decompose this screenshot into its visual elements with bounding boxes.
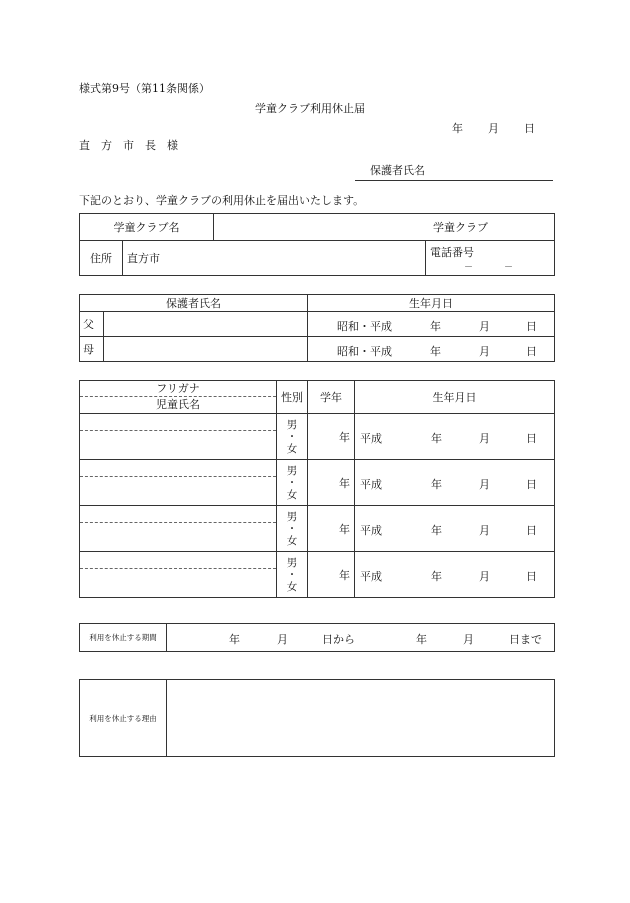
year-label: 年 [431, 570, 442, 583]
child-birthdate-field[interactable] [355, 552, 555, 598]
month-label: 月 [479, 524, 490, 537]
guardian-row [80, 337, 555, 362]
grade-field[interactable]: 年 [308, 552, 355, 598]
month-label: 月 [479, 432, 490, 445]
guardian-birth-header: 生年月日 [308, 295, 555, 312]
gender-female[interactable]: 女 [286, 488, 298, 501]
gender-separator: ・ [286, 430, 298, 443]
year-label: 年 [431, 478, 442, 491]
from-year-label: 年 [229, 633, 240, 646]
era-label: 平成 [360, 524, 382, 537]
year-label: 年 [430, 320, 441, 333]
day-label: 日 [526, 432, 537, 445]
to-month-label: 月 [463, 633, 474, 646]
child-name-header [80, 381, 277, 414]
guardian-birthdate-field[interactable] [308, 337, 555, 362]
gender-field[interactable] [277, 506, 308, 552]
from-month-label: 月 [277, 633, 288, 646]
grade-field[interactable]: 年 [308, 460, 355, 506]
gender-field[interactable] [277, 414, 308, 460]
month-label: 月 [479, 478, 490, 491]
day-label: 日 [526, 345, 537, 358]
year-label: 年 [431, 432, 442, 445]
day-label: 日 [526, 570, 537, 583]
period-label: 利用を休止する期間 [80, 624, 167, 652]
child-birthdate-field[interactable] [355, 414, 555, 460]
to-year-label: 年 [416, 633, 427, 646]
guardian-name-field[interactable] [104, 337, 308, 362]
period-table [79, 623, 555, 652]
child-name-field[interactable] [80, 552, 277, 598]
gender-field[interactable] [277, 552, 308, 598]
gender-field[interactable] [277, 460, 308, 506]
reason-table [79, 679, 555, 757]
gender-separator: ・ [286, 568, 298, 581]
phone-separator: － [464, 263, 474, 273]
guardian-row [80, 312, 555, 337]
furigana-header: フリガナ [80, 381, 276, 397]
phone-separator: － [504, 263, 514, 273]
to-day-label: 日まで [509, 633, 542, 646]
year-label: 年 [430, 345, 441, 358]
day-label: 日 [526, 320, 537, 333]
child-birth-header: 生年月日 [355, 381, 555, 414]
gender-male[interactable]: 男 [286, 418, 298, 431]
child-birthdate-field[interactable] [355, 460, 555, 506]
child-row [80, 414, 555, 460]
furigana-field[interactable] [80, 414, 276, 431]
gender-separator: ・ [286, 522, 298, 535]
club-name-label: 学童クラブ名 [80, 214, 214, 241]
address-label: 住所 [80, 241, 123, 276]
guardian-birthdate-field[interactable] [308, 312, 555, 337]
child-name-header-label: 児童氏名 [156, 398, 200, 411]
addressee: 直 方 市 長 様 [79, 139, 178, 152]
furigana-field[interactable] [80, 506, 276, 523]
day-label: 日 [526, 478, 537, 491]
era-label: 昭和・平成 [337, 345, 392, 358]
date-day: 日 [524, 122, 535, 135]
furigana-field[interactable] [80, 460, 276, 477]
child-name-field[interactable] [80, 414, 277, 460]
address-field[interactable]: 直方市 [123, 241, 426, 276]
relation-father: 父 [80, 312, 104, 337]
club-name-field[interactable]: 学童クラブ [214, 214, 555, 241]
guardians-table [79, 294, 555, 362]
grade-field[interactable]: 年 [308, 506, 355, 552]
era-label: 平成 [360, 478, 382, 491]
month-label: 月 [479, 345, 490, 358]
gender-male[interactable]: 男 [286, 556, 298, 569]
intro-text: 下記のとおり、学童クラブの利用休止を届出いたします。 [79, 194, 365, 207]
children-table [79, 380, 555, 598]
gender-male[interactable]: 男 [286, 464, 298, 477]
furigana-field[interactable] [80, 552, 276, 569]
guardian-name-field[interactable] [104, 312, 308, 337]
guardian-name-header: 保護者氏名 [80, 295, 308, 312]
gender-female[interactable]: 女 [286, 580, 298, 593]
month-label: 月 [479, 320, 490, 333]
relation-mother: 母 [80, 337, 104, 362]
phone-field[interactable] [426, 241, 555, 276]
child-birthdate-field[interactable] [355, 506, 555, 552]
grade-field[interactable]: 年 [308, 414, 355, 460]
form-number: 様式第9号（第11条関係） [79, 82, 210, 95]
date-month: 月 [488, 122, 499, 135]
child-name-field[interactable] [80, 460, 277, 506]
phone-label: 電話番号 [430, 246, 474, 259]
era-label: 平成 [360, 432, 382, 445]
era-label: 平成 [360, 570, 382, 583]
child-row [80, 552, 555, 598]
gender-female[interactable]: 女 [286, 534, 298, 547]
gender-female[interactable]: 女 [286, 442, 298, 455]
guardian-signature-line[interactable] [355, 180, 553, 181]
form-title: 学童クラブ利用休止届 [255, 102, 365, 115]
day-label: 日 [526, 524, 537, 537]
reason-label: 利用を休止する理由 [80, 680, 167, 757]
year-label: 年 [431, 524, 442, 537]
date-year: 年 [452, 122, 463, 135]
child-name-field[interactable] [80, 506, 277, 552]
child-row [80, 460, 555, 506]
grade-header: 学年 [308, 381, 355, 414]
month-label: 月 [479, 570, 490, 583]
period-field[interactable] [167, 624, 555, 652]
reason-field[interactable] [167, 680, 555, 757]
from-day-label: 日から [322, 633, 355, 646]
gender-separator: ・ [286, 476, 298, 489]
era-label: 昭和・平成 [337, 320, 392, 333]
club-table [79, 213, 555, 276]
gender-male[interactable]: 男 [286, 510, 298, 523]
child-row [80, 506, 555, 552]
gender-header: 性別 [277, 381, 308, 414]
guardian-name-label: 保護者氏名 [370, 164, 425, 177]
